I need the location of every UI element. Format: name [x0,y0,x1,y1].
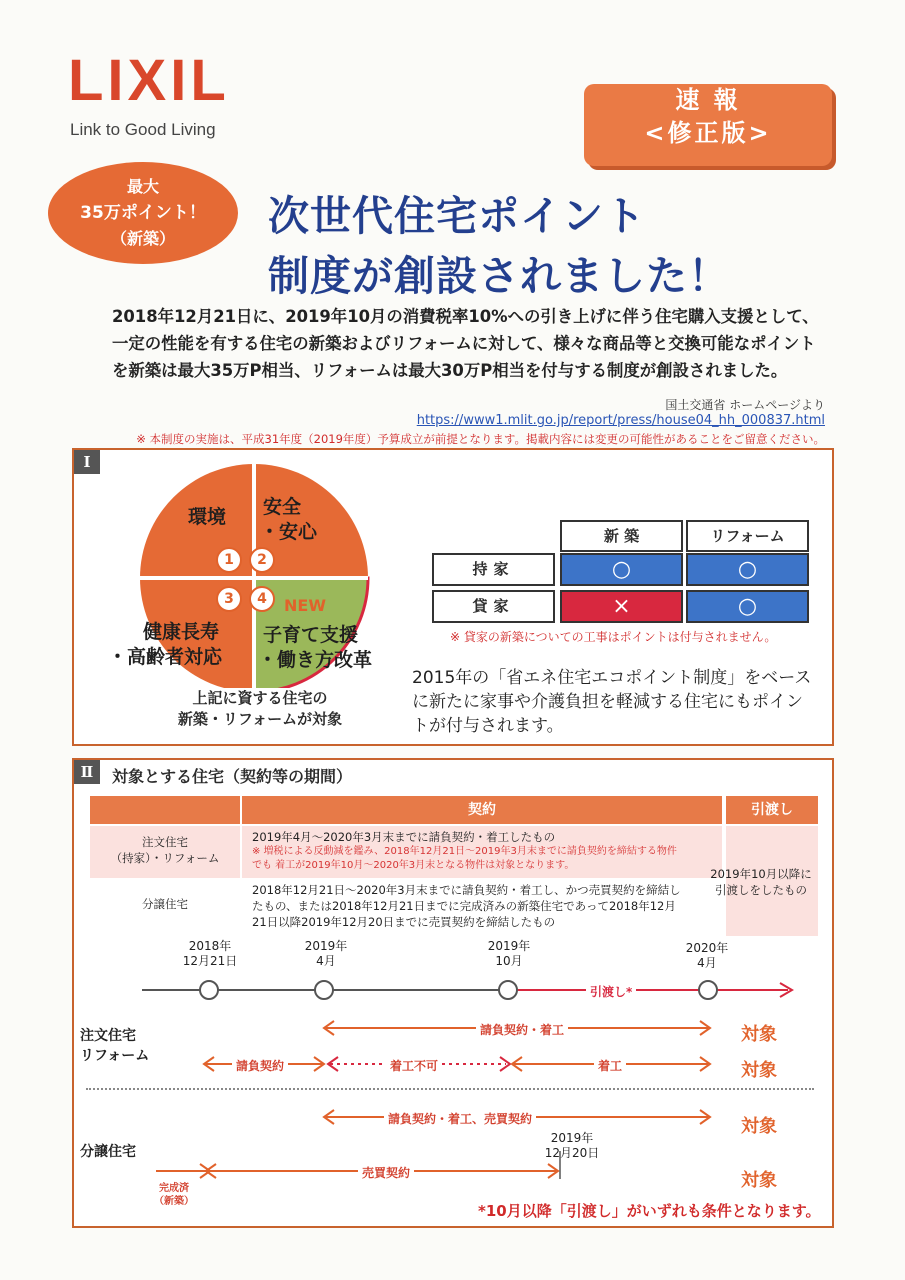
arrow-label-sale-contract: 売買契約 [358,1164,414,1181]
arrow-label-contract: 請負契約 [232,1057,288,1074]
target-label-2: 対象 [741,1060,777,1081]
rental-new-ng-icon: × [560,590,683,623]
rental-reform-ok-icon: ○ [686,590,809,623]
lixil-logo: LIXIL [68,48,230,113]
target-label-4: 対象 [741,1170,777,1191]
new-tag: NEW [284,596,326,615]
number-1-icon: 1 [216,547,242,573]
table-header-reform: リフォーム [686,520,809,552]
handover-text: 2019年10月以降に引渡しをしたもの [710,867,812,897]
section-1-description: 2015年の「省エネ住宅エコポイント制度」をベースに新たに家事や介護負担を軽減する住宅にもポイントが付与されます。 [412,668,812,736]
header-blank [90,796,240,824]
arrow-label-sale-contract-build: 請負契約・着工、売買契約 [384,1110,536,1127]
owner-reform-ok-icon: ○ [686,553,809,586]
table-row-owner: 持家 [432,553,555,586]
intro-paragraph: 2018年12月21日に、2019年10月の消費税率10%への引き上げに伴う住宅購入支援として、一定の性能を有する住宅の新築およびリフォームに対して、様々な商品等と交換可能なポイントを新築は最大35万P相当、リフォームは最大30万P相当を付与する制度が創設されました。 [112,307,819,380]
row-custom-note: ※ 増税による反動減を鑑み、2018年12月21日～2019年3月末までに請負契約を締結する物件でも 着工が2019年10月～2020年3月末となる物件は対象となります。 [252,846,677,871]
pie-label-safety-2: ・安心 [260,521,318,543]
header-contract: 契約 [242,796,722,824]
number-3-icon: 3 [216,586,242,612]
row-sale-label: 分譲住宅 [142,897,188,911]
title-line1: 次世代住宅ポイント [268,192,646,240]
number-4-icon: 4 [249,586,275,612]
source-credit: 国土交通省 ホームページより [665,398,825,412]
arrow-label-build: 着工 [594,1057,626,1074]
pie-caption-line1: 上記に資する住宅の [192,689,328,707]
target-label-1: 対象 [741,1024,777,1045]
timeline-sale-label: 分譲住宅 [80,1144,136,1160]
brand-tagline: Link to Good Living [70,120,216,139]
arrow-label-contract-build: 請負契約・着工 [476,1021,568,1038]
pie-label-environment: 環境 [188,506,227,528]
page-title [268,186,828,306]
pie-label-childcare-1: 子育て支援 [263,624,359,646]
table-note: ※ 貸家の新築についての工事はポイントは付与されません。 [450,630,777,644]
table-row-rental: 貸家 [432,590,555,623]
section-1-number: Ⅰ [74,450,100,474]
timeline-date-2: 2019年 4月 [304,939,348,968]
badge-line1: 最大 [126,177,159,196]
row-custom-label: 注文住宅 （持家）・リフォーム [110,835,220,865]
row-sale-text: 2018年12月21日～2020年3月末までに請負契約・着工し、かつ売買契約を締結したもの、または2018年12月21日までに完成済みの新築住宅であって2018年12月21日以降2019年12月20日までに売買契約を締結したもの [252,883,681,929]
max-points-badge [48,162,238,264]
timeline-custom-label: 注文住宅 リフォーム [80,1028,150,1064]
header-handover: 引渡し [726,796,818,824]
budget-note: ※ 本制度の実施は、平成31年度（2019年度）予算成立が前提となります。掲載内容には変更の可能性があることをご留意ください。 [136,432,825,446]
row-custom-text: 2019年4月～2020年3月末までに請負契約・着工したもの [252,830,556,844]
flash-badge [584,84,832,166]
source-link[interactable]: https://www1.mlit.go.jp/report/press/house04_hh_000837.html [416,413,825,428]
timeline-axis [140,978,800,1004]
pie-label-safety-1: 安全 [263,496,302,518]
pie-label-childcare-2: ・働き方改革 [258,649,373,671]
pie-label-health-1: 健康長寿 [143,621,220,643]
pie-caption-line2: 新築・リフォームが対象 [177,710,343,728]
timeline-date-1: 2018年 12月21日 [182,939,238,968]
handover-footnote: *10月以降「引渡し」がいずれも条件となります。 [478,1202,821,1220]
arrow-label-no-build: 着工不可 [386,1057,442,1074]
target-label-3: 対象 [741,1116,777,1137]
section-2-title: 対象とする住宅（契約等の期間） [112,767,353,786]
timeline-handover-label: 引渡し* [586,983,636,1000]
badge-line3: （新築） [110,229,175,248]
number-2-icon: 2 [249,547,275,573]
completed-label: 完成済 （新築） [154,1183,194,1207]
section-2-number: Ⅱ [74,760,100,784]
flash-line2: <修正版> [644,119,772,147]
badge-line2: 35万ポイント！ [80,203,206,223]
owner-new-ok-icon: ○ [560,553,683,586]
timeline-date-4: 2020年 4月 [685,941,729,970]
title-line2: 制度が創設されました！ [268,252,730,300]
timeline-divider [86,1088,814,1090]
timeline-date-3: 2019年 10月 [487,939,531,968]
table-header-new: 新 築 [560,520,683,552]
pie-label-health-2: ・高齢者対応 [108,646,223,668]
pie-caption [170,688,350,730]
flash-line1: 速 報 [675,86,741,114]
timeline-date-5: 2019年 12月20日 [544,1131,600,1160]
